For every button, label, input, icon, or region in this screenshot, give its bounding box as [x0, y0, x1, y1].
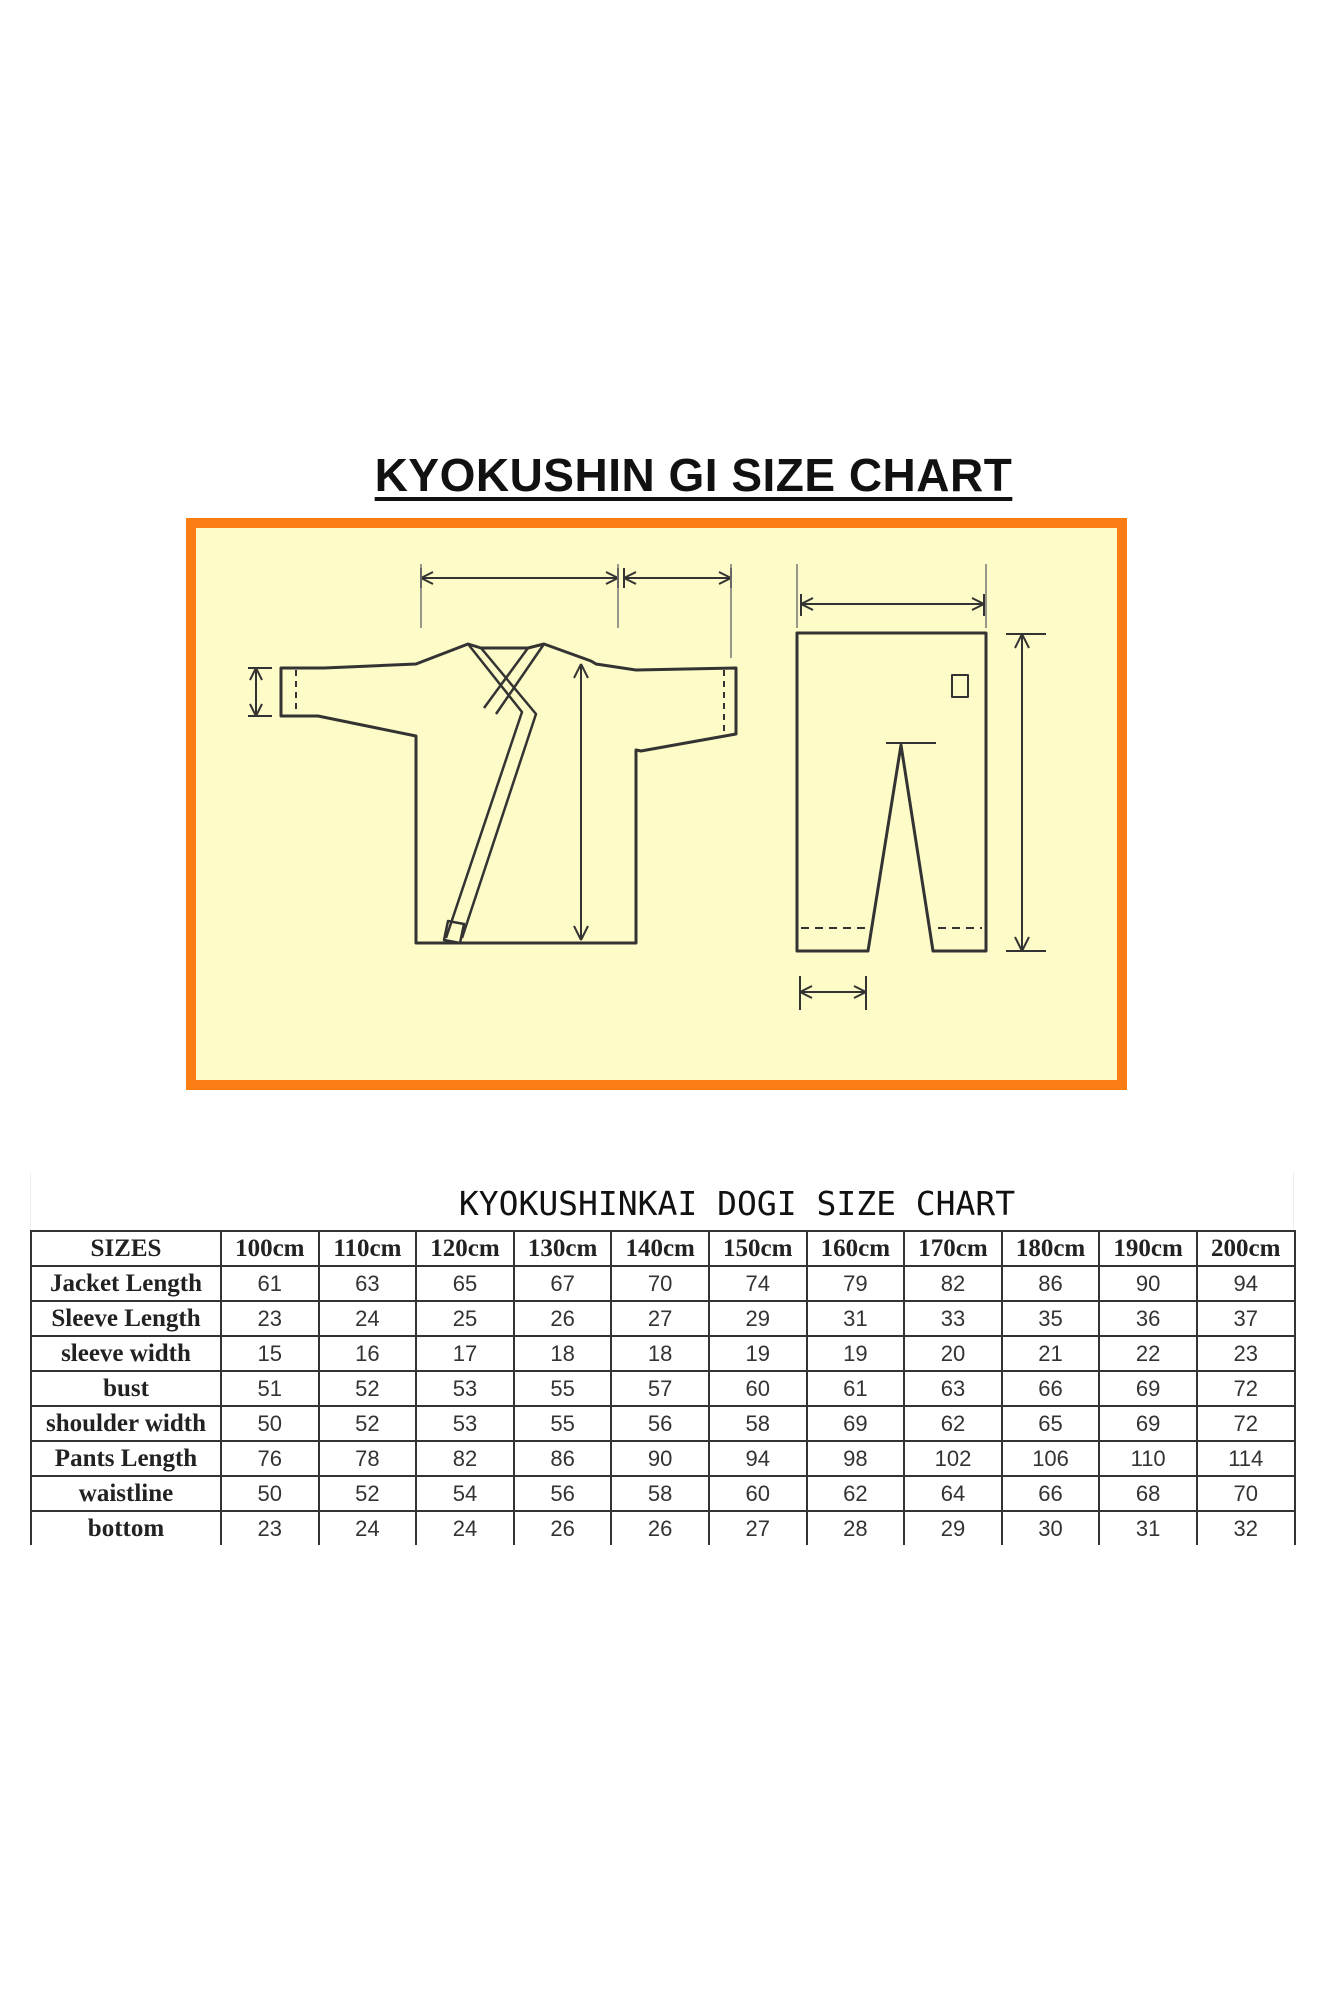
table-cell: 36 [1099, 1301, 1197, 1336]
table-cell: 51 [221, 1371, 319, 1406]
table-cell: 63 [319, 1266, 417, 1301]
table-cell: 76 [221, 1441, 319, 1476]
row-label: Sleeve Length [31, 1301, 221, 1336]
table-cell: 58 [611, 1476, 709, 1511]
page-title-text: KYOKUSHIN GI SIZE CHART [374, 449, 1013, 501]
table-cell: 15 [221, 1336, 319, 1371]
bottom-arrow [800, 976, 866, 1010]
size-column-header: 120cm [416, 1231, 514, 1266]
row-label: waistline [31, 1476, 221, 1511]
table-cell: 23 [221, 1511, 319, 1545]
table-cell: 69 [1099, 1371, 1197, 1406]
table-cell: 20 [904, 1336, 1002, 1371]
table-cell: 58 [709, 1406, 807, 1441]
table-cell: 66 [1002, 1476, 1100, 1511]
size-column-header: 170cm [904, 1231, 1002, 1266]
size-column-header: 160cm [807, 1231, 905, 1266]
table-cell: 27 [709, 1511, 807, 1545]
table-cell: 114 [1197, 1441, 1295, 1476]
table-cell: 27 [611, 1301, 709, 1336]
table-row [31, 1266, 1295, 1301]
page-title [0, 448, 1333, 502]
table-cell: 16 [319, 1336, 417, 1371]
table-cell: 78 [319, 1441, 417, 1476]
pants-outline [797, 633, 986, 951]
row-label: sleeve width [31, 1336, 221, 1371]
table-cell: 18 [514, 1336, 612, 1371]
table-cell: 29 [904, 1511, 1002, 1545]
table-cell: 30 [1002, 1511, 1100, 1545]
table-header-row [31, 1231, 1295, 1266]
table-cell: 90 [611, 1441, 709, 1476]
table-cell: 31 [807, 1301, 905, 1336]
table-title: KYOKUSHINKAI DOGI SIZE CHART [30, 1172, 1294, 1230]
table-cell: 19 [807, 1336, 905, 1371]
table-cell: 21 [1002, 1336, 1100, 1371]
row-label: bust [31, 1371, 221, 1406]
table-cell: 57 [611, 1371, 709, 1406]
size-column-header: 130cm [514, 1231, 612, 1266]
sleeve-width-arrow [248, 668, 272, 716]
table-cell: 72 [1197, 1371, 1295, 1406]
row-label: Pants Length [31, 1441, 221, 1476]
table-cell: 102 [904, 1441, 1002, 1476]
size-column-header: 190cm [1099, 1231, 1197, 1266]
pants-waist-label [952, 675, 968, 697]
table-cell: 53 [416, 1406, 514, 1441]
table-cell: 69 [807, 1406, 905, 1441]
table-cell: 65 [416, 1266, 514, 1301]
table-row [31, 1336, 1295, 1371]
table-cell: 86 [1002, 1266, 1100, 1301]
table-cell: 50 [221, 1406, 319, 1441]
gi-diagram [196, 528, 1117, 1080]
table-cell: 62 [904, 1406, 1002, 1441]
table-cell: 24 [319, 1301, 417, 1336]
size-column-header: 100cm [221, 1231, 319, 1266]
table-body [31, 1266, 1295, 1545]
row-label: bottom [31, 1511, 221, 1545]
pants-guide-lines [797, 564, 986, 628]
table-cell: 60 [709, 1476, 807, 1511]
table-cell: 98 [807, 1441, 905, 1476]
table-row [31, 1406, 1295, 1441]
table-row [31, 1476, 1295, 1511]
table-row [31, 1441, 1295, 1476]
table-cell: 55 [514, 1406, 612, 1441]
jacket-collar [446, 644, 544, 938]
table-cell: 32 [1197, 1511, 1295, 1545]
table-cell: 19 [709, 1336, 807, 1371]
table-cell: 55 [514, 1371, 612, 1406]
jacket-length-arrow [574, 664, 588, 940]
table-cell: 61 [807, 1371, 905, 1406]
waistline-arrow [801, 594, 984, 616]
table-row [31, 1371, 1295, 1406]
table-cell: 24 [416, 1511, 514, 1545]
table-cell: 65 [1002, 1406, 1100, 1441]
table-cell: 37 [1197, 1301, 1295, 1336]
table-cell: 54 [416, 1476, 514, 1511]
table-cell: 26 [514, 1511, 612, 1545]
table-cell: 50 [221, 1476, 319, 1511]
table-cell: 94 [1197, 1266, 1295, 1301]
table-cell: 25 [416, 1301, 514, 1336]
size-column-header: 140cm [611, 1231, 709, 1266]
table-cell: 17 [416, 1336, 514, 1371]
table-cell: 67 [514, 1266, 612, 1301]
table-cell: 86 [514, 1441, 612, 1476]
table-cell: 23 [1197, 1336, 1295, 1371]
table-cell: 110 [1099, 1441, 1197, 1476]
table-cell: 61 [221, 1266, 319, 1301]
table-cell: 26 [611, 1511, 709, 1545]
size-column-header: 200cm [1197, 1231, 1295, 1266]
table-cell: 79 [807, 1266, 905, 1301]
row-label: shoulder width [31, 1406, 221, 1441]
table-cell: 64 [904, 1476, 1002, 1511]
table-cell: 70 [1197, 1476, 1295, 1511]
table-cell: 66 [1002, 1371, 1100, 1406]
size-column-header: 110cm [319, 1231, 417, 1266]
table-cell: 106 [1002, 1441, 1100, 1476]
row-label: Jacket Length [31, 1266, 221, 1301]
table-cell: 56 [611, 1406, 709, 1441]
size-column-header: 150cm [709, 1231, 807, 1266]
table-cell: 52 [319, 1476, 417, 1511]
table-cell: 72 [1197, 1406, 1295, 1441]
table-row [31, 1511, 1295, 1545]
size-table-section [30, 1172, 1294, 1545]
table-cell: 52 [319, 1406, 417, 1441]
table-cell: 62 [807, 1476, 905, 1511]
table-cell: 26 [514, 1301, 612, 1336]
table-cell: 94 [709, 1441, 807, 1476]
size-table [30, 1230, 1296, 1545]
table-cell: 23 [221, 1301, 319, 1336]
table-cell: 56 [514, 1476, 612, 1511]
table-cell: 82 [416, 1441, 514, 1476]
table-cell: 29 [709, 1301, 807, 1336]
table-cell: 74 [709, 1266, 807, 1301]
table-cell: 60 [709, 1371, 807, 1406]
table-cell: 53 [416, 1371, 514, 1406]
sizes-header: SIZES [31, 1231, 221, 1266]
table-cell: 35 [1002, 1301, 1100, 1336]
table-cell: 22 [1099, 1336, 1197, 1371]
table-cell: 52 [319, 1371, 417, 1406]
shoulder-width-arrow [421, 568, 618, 588]
table-cell: 82 [904, 1266, 1002, 1301]
gi-diagram-panel [186, 518, 1127, 1090]
table-cell: 31 [1099, 1511, 1197, 1545]
table-cell: 69 [1099, 1406, 1197, 1441]
table-cell: 18 [611, 1336, 709, 1371]
table-cell: 90 [1099, 1266, 1197, 1301]
table-row [31, 1301, 1295, 1336]
table-cell: 33 [904, 1301, 1002, 1336]
pants-length-arrow [1006, 634, 1046, 951]
table-cell: 28 [807, 1511, 905, 1545]
size-column-header: 180cm [1002, 1231, 1100, 1266]
sleeve-length-arrow [624, 568, 731, 588]
table-cell: 68 [1099, 1476, 1197, 1511]
table-cell: 24 [319, 1511, 417, 1545]
table-cell: 63 [904, 1371, 1002, 1406]
table-cell: 70 [611, 1266, 709, 1301]
